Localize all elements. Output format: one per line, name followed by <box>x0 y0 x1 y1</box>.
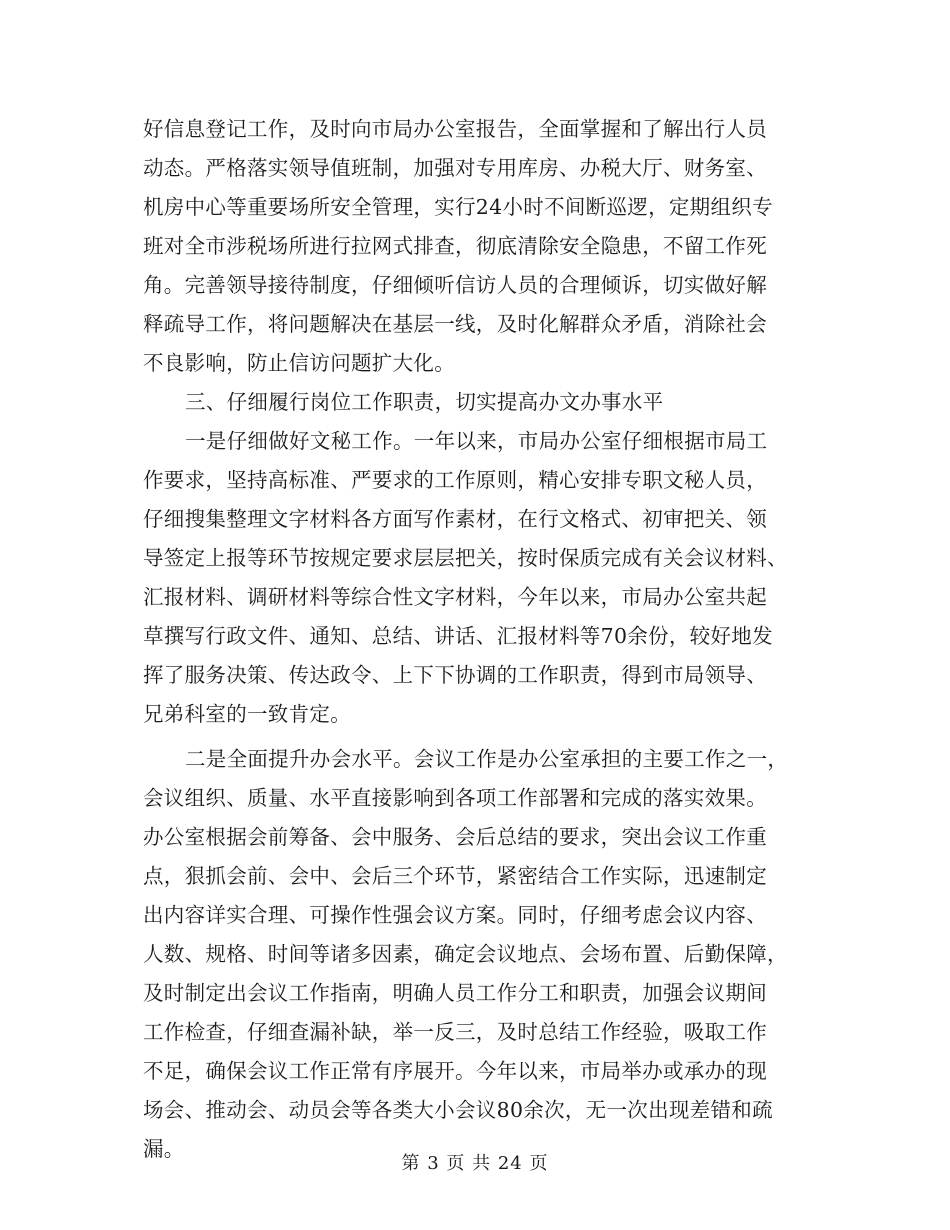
text-line: 人数、规格、时间等诸多因素，确定会议地点、会场布置、后勤保障， <box>143 942 788 966</box>
text-line: 不良影响，防止信访问题扩大化。 <box>143 351 455 375</box>
text-line: 会议组织、质量、水平直接影响到各项工作部署和完成的落实效果。 <box>143 786 767 810</box>
document-body <box>143 110 808 1169</box>
text-line: 动态。严格落实领导值班制，加强对专用库房、办税大厅、财务室、 <box>143 156 767 180</box>
text-line: 班对全市涉税场所进行拉网式排查，彻底清除安全隐患，不留工作死 <box>143 234 767 258</box>
text-line: 汇报材料、调研材料等综合性文字材料，今年以来，市局办公室共起 <box>143 585 767 609</box>
text-line: 好信息登记工作，及时向市局办公室报告，全面掌握和了解出行人员 <box>143 117 767 141</box>
text-line: 一是仔细做好文秘工作。一年以来，市局办公室仔细根据市局工 <box>185 429 768 453</box>
text-line: 二是全面提升办会水平。会议工作是办公室承担的主要工作之一， <box>185 747 789 771</box>
text-line: 导签定上报等环节按规定要求层层把关，按时保质完成有关会议材料、 <box>143 546 788 570</box>
text-line: 仔细搜集整理文字材料各方面写作素材，在行文格式、初审把关、领 <box>143 507 767 531</box>
text-line: 释疏导工作，将问题解决在基层一线，及时化解群众矛盾，消除社会 <box>143 312 767 336</box>
text-line: 角。完善领导接待制度，仔细倾听信访人员的合理倾诉，切实做好解 <box>143 273 767 297</box>
text-line: 三、仔细履行岗位工作职责，切实提高办文办事水平 <box>185 390 664 414</box>
text-line: 漏。 <box>143 1137 185 1161</box>
text-line: 场会、推动会、动员会等各类大小会议80余次，无一次出现差错和疏 <box>143 1098 773 1122</box>
text-line: 兄弟科室的一致肯定。 <box>143 702 351 726</box>
text-line: 机房中心等重要场所安全管理，实行24小时不间断巡逻，定期组织专 <box>143 195 773 219</box>
text-line: 及时制定出会议工作指南，明确人员工作分工和职责，加强会议期间 <box>143 981 767 1005</box>
text-line: 作要求，坚持高标准、严要求的工作原则，精心安排专职文秘人员， <box>143 468 767 492</box>
text-line: 出内容详实合理、可操作性强会议方案。同时，仔细考虑会议内容、 <box>143 903 767 927</box>
text-line: 点，狠抓会前、会中、会后三个环节，紧密结合工作实际，迅速制定 <box>143 864 767 888</box>
text-line: 草撰写行政文件、通知、总结、讲话、汇报材料等70余份，较好地发 <box>143 624 773 648</box>
text-line: 工作检查，仔细查漏补缺，举一反三，及时总结工作经验，吸取工作 <box>143 1020 767 1044</box>
text-line: 挥了服务决策、传达政令、上下下协调的工作职责，得到市局领导、 <box>143 663 767 687</box>
text-line: 办公室根据会前筹备、会中服务、会后总结的要求，突出会议工作重 <box>143 825 767 849</box>
text-line: 不足，确保会议工作正常有序展开。今年以来，市局举办或承办的现 <box>143 1059 767 1083</box>
page-number-footer: 第 3 页 共 24 页 <box>401 1153 549 1174</box>
